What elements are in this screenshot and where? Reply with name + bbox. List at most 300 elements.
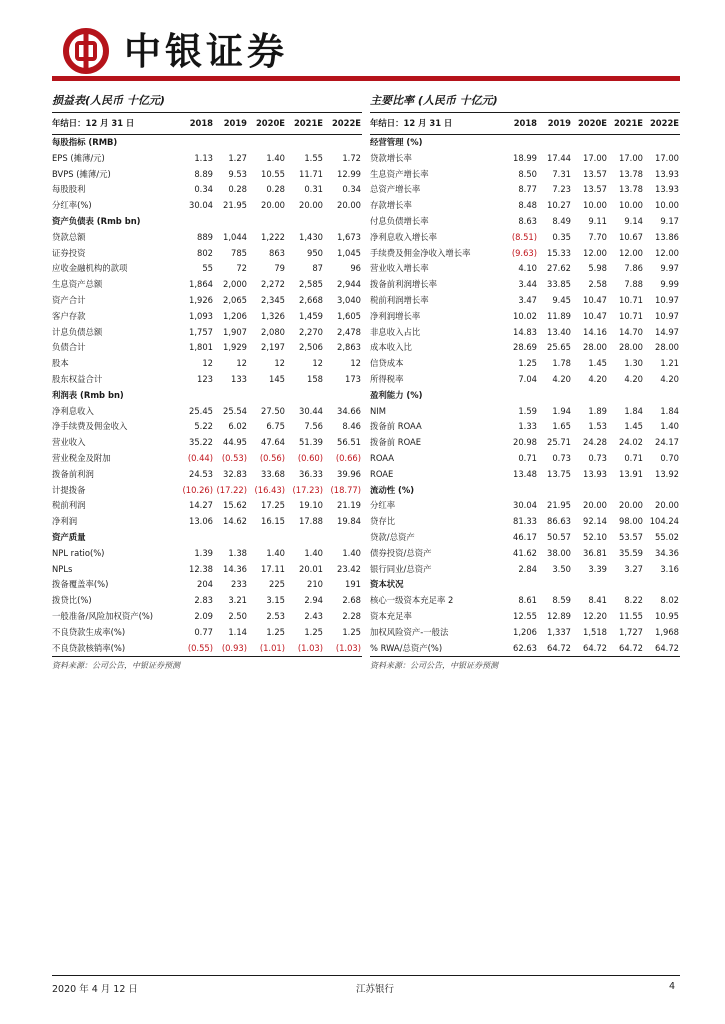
cell-value: 2.84 — [518, 563, 537, 574]
cell-value: 785 — [231, 247, 247, 258]
cell-value: 81.33 — [513, 516, 537, 527]
cell-value: 12 — [274, 358, 285, 369]
page-header — [52, 24, 680, 80]
table-row — [52, 167, 362, 183]
cell-value: 10.67 — [619, 231, 643, 242]
cell-value: 44.95 — [223, 437, 247, 448]
cell-value: 6.75 — [266, 421, 285, 432]
column-header-year: 2019 — [538, 113, 572, 135]
table-row — [370, 451, 680, 467]
cell-value: (0.93) — [221, 642, 247, 653]
cell-value: 36.81 — [583, 547, 607, 558]
income-statement-table — [52, 113, 362, 656]
cell-value: (17.22) — [216, 484, 247, 495]
table-row — [52, 641, 362, 657]
cell-value: 14.16 — [583, 326, 607, 337]
key-ratios-title: 主要比率 (人民币 十亿元) — [370, 90, 680, 113]
cell-value: 0.73 — [552, 452, 571, 463]
cell-value: 21.19 — [337, 500, 361, 511]
cell-value: 14.27 — [189, 500, 213, 511]
cell-value: 1,044 — [223, 231, 247, 242]
cell-value: 10.00 — [619, 200, 643, 211]
table-row — [52, 261, 362, 277]
cell-value: 34.66 — [337, 405, 361, 416]
cell-value: 9.14 — [624, 215, 643, 226]
cell-value: 1.40 — [266, 547, 285, 558]
column-header-row — [52, 113, 362, 135]
cell-value: 13.93 — [655, 168, 679, 179]
row-label: 净利润 — [52, 516, 78, 527]
cell-value: 5.22 — [194, 421, 213, 432]
section-title: 利润表 (Rmb bn) — [52, 389, 124, 400]
cell-value: 7.88 — [624, 279, 643, 290]
cell-value: 2,478 — [337, 326, 361, 337]
cell-value: 2,585 — [299, 279, 323, 290]
cell-value: 104.24 — [649, 516, 679, 527]
cell-value: 92.14 — [583, 516, 607, 527]
cell-value: 2,272 — [261, 279, 285, 290]
cell-value: 7.23 — [552, 184, 571, 195]
cell-value: 30.04 — [189, 200, 213, 211]
cell-value: 72 — [236, 263, 247, 274]
cell-value: 12 — [236, 358, 247, 369]
row-label: 税前利润增长率 — [370, 294, 429, 305]
cell-value: 4.20 — [552, 373, 571, 384]
cell-value: 27.62 — [547, 263, 571, 274]
income-statement-title: 损益表(人民币 十亿元) — [52, 90, 362, 113]
cell-value: 123 — [197, 373, 213, 384]
table-row — [52, 293, 362, 309]
page-number: 4 — [669, 981, 676, 992]
row-label: 营业税金及附加 — [52, 452, 111, 463]
row-label: 应收金融机构的款项 — [52, 263, 128, 274]
cell-value: 3,040 — [337, 294, 361, 305]
cell-value: 96 — [350, 263, 361, 274]
column-header-year: 2021E — [286, 113, 324, 135]
table-row — [52, 467, 362, 483]
row-label: 分红率(%) — [52, 200, 92, 211]
cell-value: 3.44 — [518, 279, 537, 290]
row-label: 拨备覆盖率(%) — [52, 579, 109, 590]
cell-value: (0.66) — [335, 452, 361, 463]
table-row — [52, 230, 362, 246]
row-label: 非息收入占比 — [370, 326, 421, 337]
cell-value: 8.49 — [552, 215, 571, 226]
table-row — [370, 277, 680, 293]
column-header-year: 2020E — [248, 113, 286, 135]
table-row — [52, 325, 362, 341]
cell-value: 10.55 — [261, 168, 285, 179]
row-label: 计提拨备 — [52, 484, 86, 495]
row-label: 营业收入增长率 — [370, 263, 429, 274]
cell-value: 225 — [269, 579, 285, 590]
table-row — [370, 419, 680, 435]
row-label: % RWA/总资产(%) — [370, 642, 443, 653]
row-label: 加权风险资产-一般法 — [370, 626, 449, 637]
cell-value: 30.44 — [299, 405, 323, 416]
cell-value: 1,045 — [337, 247, 361, 258]
cell-value: 11.71 — [299, 168, 323, 179]
cell-value: 1.45 — [588, 358, 607, 369]
cell-value: 1.25 — [266, 626, 285, 637]
cell-value: 1.89 — [588, 405, 607, 416]
cell-value: 13.93 — [655, 184, 679, 195]
key-ratios-source: 资料来源：公司公告，中银证券预测 — [370, 656, 680, 674]
table-row — [52, 514, 362, 530]
cell-value: 10.97 — [655, 310, 679, 321]
cell-value: 1,222 — [261, 231, 285, 242]
cell-value: 1,929 — [223, 342, 247, 353]
cell-value: 145 — [269, 373, 285, 384]
cell-value: 46.17 — [513, 531, 537, 542]
cell-value: 56.51 — [337, 437, 361, 448]
cell-value: (8.51) — [511, 231, 537, 242]
table-row — [370, 593, 680, 609]
row-label: NIM — [370, 405, 386, 416]
cell-value: 20.00 — [299, 200, 323, 211]
table-row — [370, 546, 680, 562]
cell-value: 14.83 — [513, 326, 537, 337]
report-date: 2020 年 4 月 12 日 — [52, 984, 138, 995]
row-label: 贷款/总资产 — [370, 531, 415, 542]
cell-value: 1.21 — [660, 358, 679, 369]
cell-value: 19.10 — [299, 500, 323, 511]
table-row — [52, 498, 362, 514]
row-label: 成本收入比 — [370, 342, 412, 353]
cell-value: (0.55) — [187, 642, 213, 653]
cell-value: 7.31 — [552, 168, 571, 179]
cell-value: 10.71 — [619, 294, 643, 305]
column-header-year: 2020E — [572, 113, 608, 135]
table-row — [370, 498, 680, 514]
cell-value: 14.36 — [223, 563, 247, 574]
cell-value: 2.53 — [266, 610, 285, 621]
footer-rule — [52, 975, 680, 976]
cell-value: 1.40 — [342, 547, 361, 558]
cell-value: 8.41 — [588, 595, 607, 606]
cell-value: 950 — [307, 247, 323, 258]
cell-value: 0.28 — [228, 184, 247, 195]
cell-value: 1.40 — [266, 152, 285, 163]
cell-value: 210 — [307, 579, 323, 590]
row-label: 拨备前利润增长率 — [370, 279, 437, 290]
cell-value: (16.43) — [254, 484, 285, 495]
cell-value: 2,000 — [223, 279, 247, 290]
table-row — [370, 325, 680, 341]
section-title: 经营管理 (%) — [370, 137, 423, 147]
section-title: 资本状况 — [370, 579, 404, 590]
cell-value: 0.70 — [660, 452, 679, 463]
row-label: 核心一级资本充足率 2 — [370, 595, 454, 606]
row-label: 银行同业/总资产 — [370, 563, 432, 574]
cell-value: 12.38 — [189, 563, 213, 574]
cell-value: 9.11 — [588, 215, 607, 226]
cell-value: 39.96 — [337, 468, 361, 479]
cell-value: 1,605 — [337, 310, 361, 321]
cell-value: 12.00 — [655, 247, 679, 258]
cell-value: 9.17 — [660, 215, 679, 226]
cell-value: 27.50 — [261, 405, 285, 416]
cell-value: 8.61 — [518, 595, 537, 606]
cell-value: 1,801 — [189, 342, 213, 353]
row-label: 营业收入 — [52, 437, 86, 448]
row-label: 生息资产总额 — [52, 279, 103, 290]
cell-value: 13.06 — [189, 516, 213, 527]
row-label: 贷款总额 — [52, 231, 86, 242]
table-row — [52, 309, 362, 325]
cell-value: 1,337 — [547, 626, 571, 637]
cell-value: 1.30 — [624, 358, 643, 369]
row-label: 付息负债增长率 — [370, 215, 429, 226]
table-row — [52, 151, 362, 167]
cell-value: 24.02 — [619, 437, 643, 448]
cell-value: 20.00 — [261, 200, 285, 211]
cell-value: 13.93 — [583, 468, 607, 479]
cell-value: 16.15 — [261, 516, 285, 527]
row-label: 拨备前利润 — [52, 468, 94, 479]
cell-value: 12.55 — [513, 610, 537, 621]
table-row — [370, 356, 680, 372]
cell-value: 1.25 — [304, 626, 323, 637]
cell-value: 0.71 — [518, 452, 537, 463]
cell-value: 2.58 — [588, 279, 607, 290]
column-header-year: 2019 — [214, 113, 248, 135]
cell-value: 8.50 — [518, 168, 537, 179]
cell-value: 8.63 — [518, 215, 537, 226]
cell-value: 0.71 — [624, 452, 643, 463]
cell-value: 4.20 — [588, 373, 607, 384]
cell-value: 52.10 — [583, 531, 607, 542]
cell-value: 24.17 — [655, 437, 679, 448]
cell-value: (0.53) — [221, 452, 247, 463]
cell-value: 2,065 — [223, 294, 247, 305]
cell-value: 12.00 — [619, 247, 643, 258]
cell-value: 1.84 — [624, 405, 643, 416]
cell-value: 7.56 — [304, 421, 323, 432]
cell-value: 191 — [345, 579, 361, 590]
cell-value: 3.27 — [624, 563, 643, 574]
table-row — [370, 562, 680, 578]
row-label: 债券投资/总资产 — [370, 547, 432, 558]
cell-value: 2,863 — [337, 342, 361, 353]
table-row — [370, 435, 680, 451]
cell-value: 24.28 — [583, 437, 607, 448]
cell-value: (10.26) — [182, 484, 213, 495]
cell-value: 13.92 — [655, 468, 679, 479]
cell-value: 2.28 — [342, 610, 361, 621]
cell-value: 2,506 — [299, 342, 323, 353]
cell-value: 1,727 — [619, 626, 643, 637]
cell-value: 28.00 — [655, 342, 679, 353]
cell-value: 17.00 — [583, 152, 607, 163]
cell-value: 158 — [307, 373, 323, 384]
cell-value: 17.88 — [299, 516, 323, 527]
table-row — [370, 340, 680, 356]
row-label: 所得税率 — [370, 373, 404, 384]
table-row — [52, 198, 362, 214]
cell-value: 1,326 — [261, 310, 285, 321]
cell-value: 10.97 — [655, 294, 679, 305]
cell-value: (1.03) — [335, 642, 361, 653]
cell-value: 3.50 — [552, 563, 571, 574]
row-label: 拨贷比(%) — [52, 595, 92, 606]
row-label: ROAA — [370, 452, 394, 463]
cell-value: 55.02 — [655, 531, 679, 542]
cell-value: (0.44) — [187, 452, 213, 463]
cell-value: 1,926 — [189, 294, 213, 305]
cell-value: 25.71 — [547, 437, 571, 448]
table-row — [370, 514, 680, 530]
cell-value: 86.63 — [547, 516, 571, 527]
table-row — [52, 625, 362, 641]
cell-value: 2,270 — [299, 326, 323, 337]
cell-value: 87 — [312, 263, 323, 274]
cell-value: 3.47 — [518, 294, 537, 305]
cell-value: 20.00 — [619, 500, 643, 511]
cell-value: 11.89 — [547, 310, 571, 321]
cell-value: 15.62 — [223, 500, 247, 511]
table-row — [370, 372, 680, 388]
cell-value: 12.99 — [337, 168, 361, 179]
table-row — [52, 340, 362, 356]
cell-value: 64.72 — [655, 642, 679, 653]
cell-value: 1,206 — [513, 626, 537, 637]
row-label: 总资产增长率 — [370, 184, 421, 195]
cell-value: 21.95 — [223, 200, 247, 211]
row-label: 生息资产增长率 — [370, 168, 429, 179]
boc-logo-icon — [62, 27, 110, 75]
cell-value: 2,197 — [261, 342, 285, 353]
row-label: 贷款增长率 — [370, 152, 412, 163]
cell-value: 12 — [350, 358, 361, 369]
cell-value: 233 — [231, 579, 247, 590]
cell-value: 55 — [202, 263, 213, 274]
column-header-year: 2022E — [644, 113, 680, 135]
cell-value: 28.00 — [619, 342, 643, 353]
table-row — [52, 246, 362, 262]
key-ratios-panel — [370, 90, 680, 674]
table-row — [52, 483, 362, 499]
table-row — [52, 593, 362, 609]
cell-value: 8.48 — [518, 200, 537, 211]
cell-value: 7.04 — [518, 373, 537, 384]
cell-value: 25.45 — [189, 405, 213, 416]
table-row — [370, 530, 680, 546]
cell-value: (18.77) — [330, 484, 361, 495]
cell-value: 13.57 — [583, 184, 607, 195]
cell-value: 19.84 — [337, 516, 361, 527]
cell-value: 10.27 — [547, 200, 571, 211]
row-label: 计息负债总额 — [52, 326, 103, 337]
cell-value: 2.83 — [194, 595, 213, 606]
row-label: 净利息收入增长率 — [370, 231, 437, 242]
row-label: 一般准备/风险加权资产(%) — [52, 610, 154, 621]
table-row — [52, 546, 362, 562]
cell-value: 34.36 — [655, 547, 679, 558]
table-row — [370, 151, 680, 167]
cell-value: 12.00 — [583, 247, 607, 258]
cell-value: 98.00 — [619, 516, 643, 527]
row-label: 税前利润 — [52, 500, 86, 511]
cell-value: 53.57 — [619, 531, 643, 542]
cell-value: 1.94 — [552, 405, 571, 416]
cell-value: 13.48 — [513, 468, 537, 479]
cell-value: 20.98 — [513, 437, 537, 448]
cell-value: 0.28 — [266, 184, 285, 195]
cell-value: 8.02 — [660, 595, 679, 606]
cell-value: 10.47 — [583, 310, 607, 321]
cell-value: 33.85 — [547, 279, 571, 290]
cell-value: 7.86 — [624, 263, 643, 274]
cell-value: 1.14 — [228, 626, 247, 637]
section-header-row — [52, 135, 362, 151]
cell-value: 1,518 — [583, 626, 607, 637]
row-label: 资产合计 — [52, 294, 86, 305]
cell-value: 24.53 — [189, 468, 213, 479]
brand-name: 中银证券 — [124, 29, 288, 73]
cell-value: 62.63 — [513, 642, 537, 653]
table-row — [52, 435, 362, 451]
cell-value: 9.45 — [552, 294, 571, 305]
cell-value: 15.33 — [547, 247, 571, 258]
section-header-row — [52, 530, 362, 546]
cell-value: 4.20 — [624, 373, 643, 384]
cell-value: 2,080 — [261, 326, 285, 337]
cell-value: 1,459 — [299, 310, 323, 321]
table-row — [52, 182, 362, 198]
cell-value: 1.25 — [342, 626, 361, 637]
cell-value: 0.77 — [194, 626, 213, 637]
cell-value: 1,757 — [189, 326, 213, 337]
table-row — [370, 182, 680, 198]
cell-value: 1.25 — [518, 358, 537, 369]
section-header-row — [52, 214, 362, 230]
cell-value: 1.45 — [624, 421, 643, 432]
cell-value: 12 — [202, 358, 213, 369]
column-header-row — [370, 113, 680, 135]
cell-value: 1.40 — [660, 421, 679, 432]
cell-value: 64.72 — [619, 642, 643, 653]
cell-value: 14.97 — [655, 326, 679, 337]
cell-value: 10.00 — [583, 200, 607, 211]
cell-value: 0.73 — [588, 452, 607, 463]
cell-value: 12 — [312, 358, 323, 369]
section-header-row — [370, 388, 680, 404]
cell-value: 50.57 — [547, 531, 571, 542]
cell-value: 20.00 — [655, 500, 679, 511]
section-header-row — [52, 388, 362, 404]
cell-value: 1,206 — [223, 310, 247, 321]
cell-value: 1,907 — [223, 326, 247, 337]
row-label: 拨备前 ROAA — [370, 421, 422, 432]
cell-value: 2.43 — [304, 610, 323, 621]
table-row — [370, 167, 680, 183]
section-title: 资产质量 — [52, 531, 86, 542]
cell-value: 12.89 — [547, 610, 571, 621]
row-label: 客户存款 — [52, 310, 86, 321]
cell-value: 1,430 — [299, 231, 323, 242]
table-row — [370, 625, 680, 641]
column-header-year: 2021E — [608, 113, 644, 135]
cell-value: 47.64 — [261, 437, 285, 448]
cell-value: 2.09 — [194, 610, 213, 621]
column-header-year: 2018 — [504, 113, 538, 135]
table-row — [52, 277, 362, 293]
cell-value: 1,968 — [655, 626, 679, 637]
cell-value: 2,944 — [337, 279, 361, 290]
cell-value: 10.02 — [513, 310, 537, 321]
cell-value: 1.38 — [228, 547, 247, 558]
